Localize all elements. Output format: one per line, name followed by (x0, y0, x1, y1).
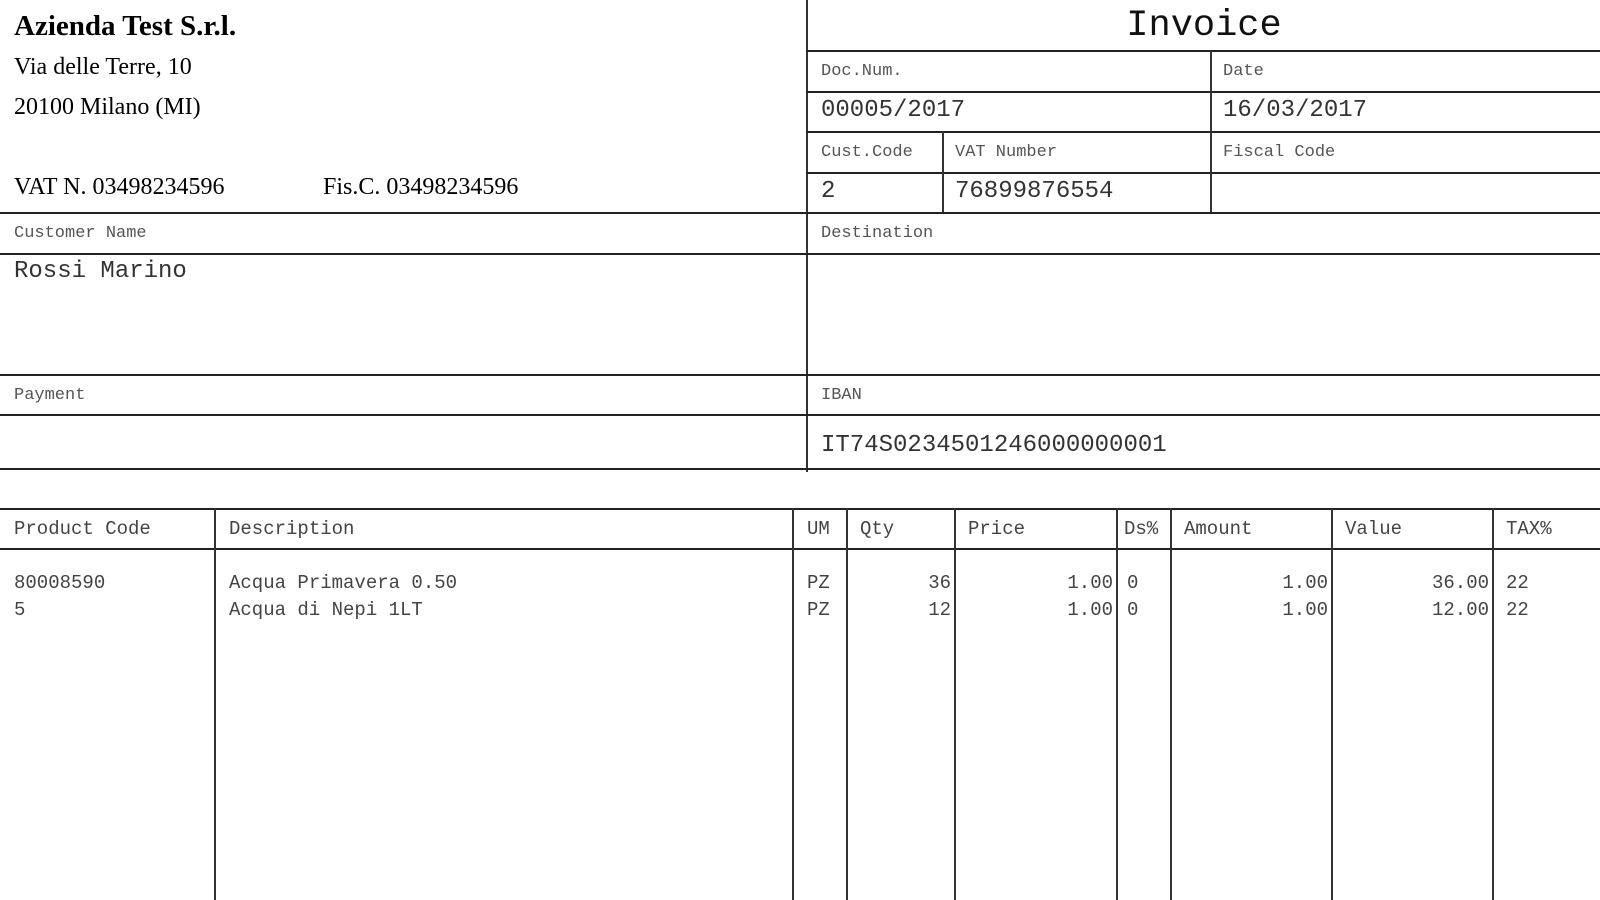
cell-amount: 1.00 (1282, 599, 1328, 621)
divider (792, 508, 794, 900)
header-value: Value (1345, 518, 1403, 540)
company-address-line1: Via delle Terre, 10 (14, 54, 192, 80)
company-vat: VAT N. 03498234596 (14, 174, 225, 200)
divider (806, 50, 1600, 52)
cell-discount: 0 (1127, 572, 1139, 594)
divider (0, 253, 1600, 255)
company-name: Azienda Test S.r.l. (14, 10, 237, 42)
cell-value: 12.00 (1431, 599, 1489, 621)
divider (0, 212, 1600, 214)
cell-amount: 1.00 (1282, 572, 1328, 594)
vat-number-value: 76899876554 (955, 178, 1114, 205)
divider (806, 0, 808, 472)
cell-um: PZ (807, 572, 830, 594)
cell-product-code: 80008590 (14, 572, 106, 594)
payment-label: Payment (14, 386, 86, 405)
customer-name-label: Customer Name (14, 224, 147, 243)
divider (0, 414, 1600, 416)
divider (1492, 508, 1494, 900)
cell-description: Acqua Primavera 0.50 (229, 572, 458, 594)
cust-code-label: Cust.Code (821, 143, 913, 162)
date-value: 16/03/2017 (1223, 97, 1368, 124)
header-um: UM (807, 518, 830, 540)
header-price: Price (968, 518, 1026, 540)
divider (806, 172, 1600, 174)
divider (806, 91, 1600, 93)
company-fiscal-code: Fis.C. 03498234596 (323, 174, 519, 200)
fiscal-code-label: Fiscal Code (1223, 143, 1336, 162)
date-label: Date (1223, 62, 1264, 81)
header-tax: TAX% (1506, 518, 1552, 540)
iban-label: IBAN (821, 386, 862, 405)
header-description: Description (229, 518, 355, 540)
cell-qty: 36 (928, 572, 951, 594)
company-address-line2: 20100 Milano (MI) (14, 94, 201, 120)
cell-um: PZ (807, 599, 830, 621)
divider (1331, 508, 1333, 900)
divider (806, 131, 1600, 133)
header-amount: Amount (1184, 518, 1253, 540)
vat-number-label: VAT Number (955, 143, 1058, 162)
customer-name-value: Rossi Marino (14, 258, 187, 285)
destination-label: Destination (821, 224, 934, 243)
divider (214, 508, 216, 900)
invoice-title: Invoice (1126, 5, 1282, 47)
divider (942, 131, 944, 214)
doc-num-label: Doc.Num. (821, 62, 903, 81)
cell-discount: 0 (1127, 599, 1139, 621)
divider (0, 374, 1600, 376)
divider (954, 508, 956, 900)
header-product-code: Product Code (14, 518, 151, 540)
cell-description: Acqua di Nepi 1LT (229, 599, 423, 621)
cell-qty: 12 (928, 599, 951, 621)
divider (0, 468, 1600, 470)
divider (1170, 508, 1172, 900)
header-discount: Ds% (1124, 518, 1159, 540)
divider (1210, 50, 1212, 214)
divider (0, 508, 1600, 510)
iban-value: IT74S0234501246000000001 (821, 432, 1167, 459)
cell-product-code: 5 (14, 599, 26, 621)
divider (846, 508, 848, 900)
doc-num-value: 00005/2017 (821, 97, 966, 124)
cust-code-value: 2 (821, 178, 836, 205)
divider (1116, 508, 1118, 900)
cell-price: 1.00 (1067, 572, 1113, 594)
cell-tax: 22 (1506, 572, 1529, 594)
cell-tax: 22 (1506, 599, 1529, 621)
header-qty: Qty (860, 518, 895, 540)
cell-value: 36.00 (1431, 572, 1489, 594)
divider (0, 548, 1600, 550)
cell-price: 1.00 (1067, 599, 1113, 621)
